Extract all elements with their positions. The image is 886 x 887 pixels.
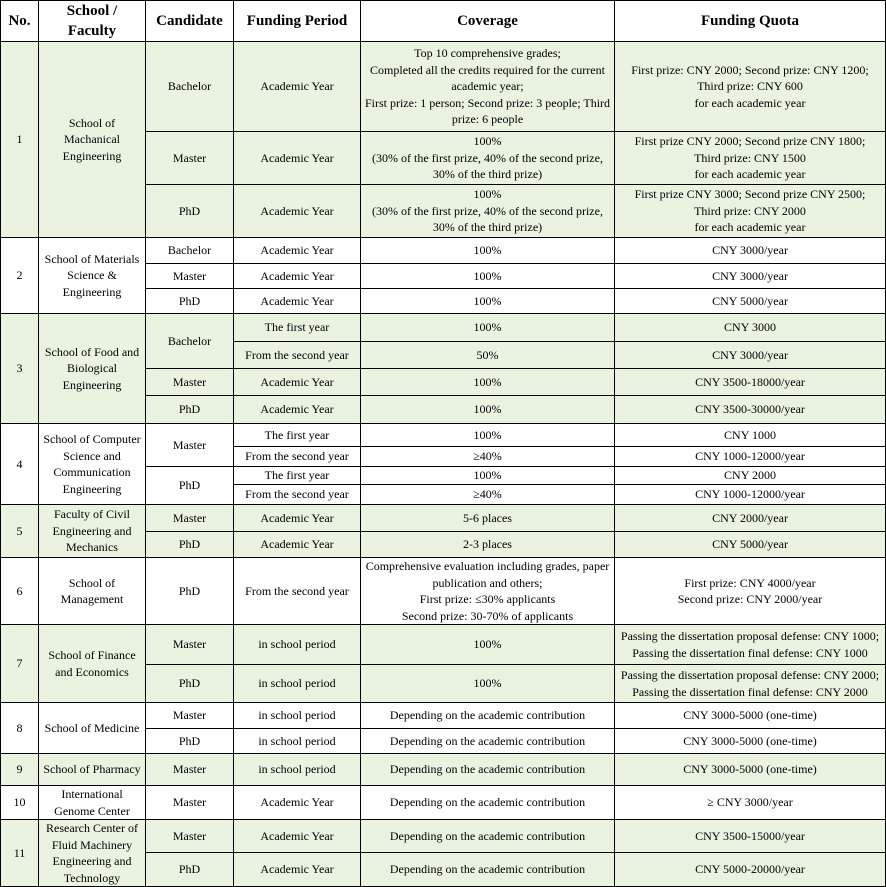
funding-quota-cell: CNY 3000-5000 (one-time) — [615, 754, 886, 786]
header-school: School / Faculty — [39, 1, 146, 42]
school-name: International Genome Center — [39, 786, 146, 820]
table-row — [1, 703, 886, 729]
candidate-cell: Master — [146, 505, 234, 532]
coverage-cell: 100% — [361, 625, 615, 665]
row-number: 9 — [1, 754, 39, 786]
candidate-cell: PhD — [146, 665, 234, 703]
funding-period-cell: in school period — [234, 729, 361, 754]
row-number: 1 — [1, 42, 39, 238]
coverage-cell: 50% — [361, 342, 615, 369]
funding-period-cell: The first year — [234, 424, 361, 447]
candidate-cell: Bachelor — [146, 42, 234, 132]
funding-quota-cell: First prize: CNY 4000/year Second prize: CNY 2000/year — [615, 558, 886, 625]
school-name: Faculty of Civil Engineering and Mechanics — [39, 505, 146, 558]
school-name: School of Machanical Engineering — [39, 42, 146, 238]
candidate-cell: Master — [146, 703, 234, 729]
candidate-cell: Master — [146, 369, 234, 396]
funding-period-cell: From the second year — [234, 342, 361, 369]
funding-period-cell: Academic Year — [234, 238, 361, 264]
funding-quota-cell: CNY 5000/year — [615, 532, 886, 558]
funding-period-cell: Academic Year — [234, 132, 361, 185]
header-row — [1, 1, 886, 42]
row-number: 6 — [1, 558, 39, 625]
funding-period-cell: From the second year — [234, 558, 361, 625]
coverage-cell: 100% (30% of the first prize, 40% of the second prize, 30% of the third prize) — [361, 132, 615, 185]
funding-period-cell: in school period — [234, 625, 361, 665]
school-name: Research Center of Fluid Machinery Engineering and Technology — [39, 820, 146, 887]
coverage-cell: 100% — [361, 314, 615, 342]
candidate-cell: Bachelor — [146, 238, 234, 264]
funding-period-cell: Academic Year — [234, 786, 361, 820]
funding-quota-cell: CNY 1000-12000/year — [615, 447, 886, 467]
funding-quota-cell: CNY 5000/year — [615, 289, 886, 314]
school-name: School of Materials Science & Engineering — [39, 238, 146, 314]
funding-quota-cell: First prize CNY 3000; Second prize CNY 2500; Third prize: CNY 2000 for each academic year — [615, 185, 886, 238]
coverage-cell: Depending on the academic contribution — [361, 703, 615, 729]
candidate-cell: PhD — [146, 185, 234, 238]
funding-period-cell: Academic Year — [234, 42, 361, 132]
funding-period-cell: Academic Year — [234, 532, 361, 558]
coverage-cell: 100% — [361, 264, 615, 289]
table-row — [1, 42, 886, 132]
table-row — [1, 786, 886, 820]
row-number: 7 — [1, 625, 39, 703]
funding-quota-cell: CNY 5000-20000/year — [615, 852, 886, 886]
funding-quota-cell: CNY 3500-15000/year — [615, 820, 886, 853]
school-name: School of Pharmacy — [39, 754, 146, 786]
funding-period-cell: From the second year — [234, 447, 361, 467]
candidate-cell: Master — [146, 424, 234, 467]
funding-quota-cell: CNY 3000-5000 (one-time) — [615, 729, 886, 754]
funding-period-cell: Academic Year — [234, 852, 361, 886]
header-funding-period: Funding Period — [234, 1, 361, 42]
coverage-cell: Depending on the academic contribution — [361, 852, 615, 886]
row-number: 2 — [1, 238, 39, 314]
coverage-cell: Depending on the academic contribution — [361, 754, 615, 786]
coverage-cell: Depending on the academic contribution — [361, 729, 615, 754]
table-row — [1, 238, 886, 264]
candidate-cell: PhD — [146, 467, 234, 505]
row-number: 5 — [1, 505, 39, 558]
row-number: 3 — [1, 314, 39, 424]
funding-quota-cell: Passing the dissertation proposal defense: CNY 2000; Passing the dissertation final defense: CNY 2000 — [615, 665, 886, 703]
coverage-cell: 100% — [361, 467, 615, 485]
funding-quota-cell: CNY 3000 — [615, 314, 886, 342]
coverage-cell: 100% (30% of the first prize, 40% of the second prize, 30% of the third prize) — [361, 185, 615, 238]
funding-quota-cell: CNY 1000 — [615, 424, 886, 447]
funding-quota-cell: First prize: CNY 2000; Second prize: CNY 1200; Third prize: CNY 600 for each academic year — [615, 42, 886, 132]
candidate-cell: Master — [146, 786, 234, 820]
funding-quota-cell: CNY 2000/year — [615, 505, 886, 532]
candidate-cell: PhD — [146, 852, 234, 886]
funding-quota-cell: First prize CNY 2000; Second prize CNY 1800; Third prize: CNY 1500 for each academic year — [615, 132, 886, 185]
funding-quota-cell: CNY 3000/year — [615, 342, 886, 369]
coverage-cell: 2-3 places — [361, 532, 615, 558]
table-row — [1, 754, 886, 786]
coverage-cell: Depending on the academic contribution — [361, 820, 615, 853]
candidate-cell: PhD — [146, 558, 234, 625]
candidate-cell: Master — [146, 132, 234, 185]
funding-period-cell: From the second year — [234, 485, 361, 505]
candidate-cell: Master — [146, 625, 234, 665]
coverage-cell: Comprehensive evaluation including grades, paper publication and others; First prize: ≤30% applicants Second prize: 30-70% of applicants — [361, 558, 615, 625]
funding-period-cell: Academic Year — [234, 289, 361, 314]
school-name: School of Food and Biological Engineering — [39, 314, 146, 424]
funding-period-cell: Academic Year — [234, 396, 361, 424]
coverage-cell: 100% — [361, 238, 615, 264]
coverage-cell: 100% — [361, 369, 615, 396]
coverage-cell: 5-6 places — [361, 505, 615, 532]
row-number: 10 — [1, 786, 39, 820]
school-name: School of Medicine — [39, 703, 146, 754]
coverage-cell: 100% — [361, 289, 615, 314]
funding-period-cell: in school period — [234, 703, 361, 729]
funding-period-cell: Academic Year — [234, 185, 361, 238]
funding-period-cell: Academic Year — [234, 369, 361, 396]
header-coverage: Coverage — [361, 1, 615, 42]
coverage-cell: Depending on the academic contribution — [361, 786, 615, 820]
funding-quota-cell: CNY 3000/year — [615, 264, 886, 289]
table-body — [1, 42, 886, 887]
candidate-cell: PhD — [146, 289, 234, 314]
coverage-cell: ≥40% — [361, 485, 615, 505]
school-name: School of Management — [39, 558, 146, 625]
header-funding-quota: Funding Quota — [615, 1, 886, 42]
school-name: School of Computer Science and Communication Engineering — [39, 424, 146, 505]
candidate-cell: PhD — [146, 396, 234, 424]
funding-quota-cell: CNY 2000 — [615, 467, 886, 485]
candidate-cell: Master — [146, 264, 234, 289]
table-row — [1, 314, 886, 342]
candidate-cell: PhD — [146, 532, 234, 558]
funding-period-cell: The first year — [234, 314, 361, 342]
table-row — [1, 424, 886, 447]
funding-period-cell: Academic Year — [234, 264, 361, 289]
table-row — [1, 558, 886, 625]
funding-quota-cell: CNY 3500-18000/year — [615, 369, 886, 396]
table-row — [1, 625, 886, 665]
school-name: School of Finance and Economics — [39, 625, 146, 703]
header-candidate: Candidate — [146, 1, 234, 42]
row-number: 4 — [1, 424, 39, 505]
funding-quota-cell: CNY 3000-5000 (one-time) — [615, 703, 886, 729]
candidate-cell: Master — [146, 820, 234, 853]
table-row — [1, 820, 886, 853]
coverage-cell: 100% — [361, 396, 615, 424]
row-number: 11 — [1, 820, 39, 887]
row-number: 8 — [1, 703, 39, 754]
funding-period-cell: Academic Year — [234, 505, 361, 532]
candidate-cell: Master — [146, 754, 234, 786]
funding-period-cell: in school period — [234, 754, 361, 786]
funding-quota-cell: CNY 1000-12000/year — [615, 485, 886, 505]
header-no: No. — [1, 1, 39, 42]
funding-quota-cell: CNY 3000/year — [615, 238, 886, 264]
funding-period-cell: The first year — [234, 467, 361, 485]
coverage-cell: 100% — [361, 665, 615, 703]
funding-quota-cell: ≥ CNY 3000/year — [615, 786, 886, 820]
funding-quota-cell: CNY 3500-30000/year — [615, 396, 886, 424]
table-row — [1, 505, 886, 532]
coverage-cell: ≥40% — [361, 447, 615, 467]
candidate-cell: Bachelor — [146, 314, 234, 369]
funding-quota-cell: Passing the dissertation proposal defense: CNY 1000; Passing the dissertation final defense: CNY 1000 — [615, 625, 886, 665]
coverage-cell: Top 10 comprehensive grades; Completed all the credits required for the current academic year; First prize: 1 person; Second prize: 3 people; Third prize: 6 people — [361, 42, 615, 132]
coverage-cell: 100% — [361, 424, 615, 447]
candidate-cell: PhD — [146, 729, 234, 754]
funding-period-cell: in school period — [234, 665, 361, 703]
funding-period-cell: Academic Year — [234, 820, 361, 853]
